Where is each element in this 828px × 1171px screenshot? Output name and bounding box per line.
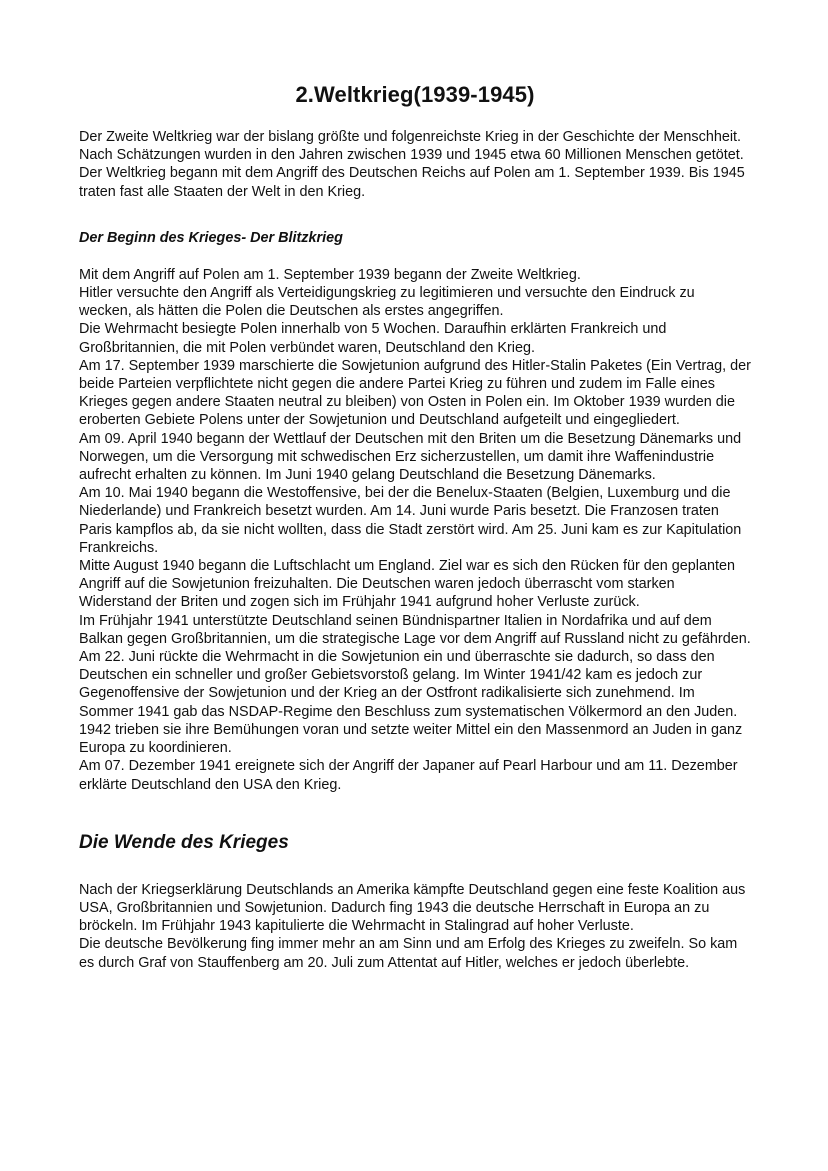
section-heading-blitzkrieg: Der Beginn des Krieges- Der Blitzkrieg: [79, 229, 343, 246]
paragraph: Am 10. Mai 1940 begann die Westoffensive, bei der die Benelux-Staaten (Belgien, Luxemburg und die Niederlande) und Frankreich besetzt wurden. Am 14. Juni wurde Paris besetzt. Die Franzosen traten Paris kampflos ab, da sie nicht wollten, dass die Stadt zerstört wird. Am 25. Juni kam es zur Kapitulation Frankreichs.: [79, 485, 742, 556]
paragraph: Mitte August 1940 begann die Luftschlacht um England. Ziel war es sich den Rücken für den geplanten Angriff auf die Sowjetunion freizuhalten. Die Deutschen waren jedoch überrascht vom starken Widerstand der Briten und zogen sich im Frühjahr 1941 aufgrund hoher Verluste zurück.: [79, 558, 735, 611]
paragraph: Mit dem Angriff auf Polen am 1. September 1939 begann der Zweite Weltkrieg.: [79, 266, 581, 283]
paragraph: Die Wehrmacht besiegte Polen innerhalb von 5 Wochen. Daraufhin erklärten Frankreich und Großbritannien, die mit Polen verbündet waren, Deutschland den Krieg.: [79, 321, 667, 356]
paragraph: Am 09. April 1940 begann der Wettlauf der Deutschen mit den Briten um die Besetzung Dänemarks und Norwegen, um die Versorgung mit schwedischen Erz sicherzustellen, um damit ihre Waffenindustrie aufrecht erhalten zu können. Im Juni 1940 gelang Deutschland die Besetzung Dänemarks.: [79, 430, 742, 484]
section-body-wende: [79, 881, 751, 972]
paragraph: Hitler versuchte den Angriff als Verteidigungskrieg zu legitimieren und versuchte den Eindruck zu wecken, als hätten die Polen die Deutschen als erstes angegriffen.: [79, 285, 695, 320]
section-heading-wende: Die Wende des Krieges: [79, 831, 289, 853]
paragraph: Nach der Kriegserklärung Deutschlands an Amerika kämpfte Deutschland gegen eine feste Koalition aus USA, Großbritannien und Sowjetunion. Dadurch fing 1943 die deutsche Herrschaft in Europa an zu bröckeln. Im Frühjahr 1943 kapitulierte die Wehrmacht in Stalingrad auf hoher Verluste.: [79, 881, 746, 935]
intro-paragraph: Der Zweite Weltkrieg war der bislang größte und folgenreichste Krieg in der Geschichte der Menschheit. Nach Schätzungen wurden in den Jahren zwischen 1939 und 1945 etwa 60 Millionen Menschen getötet. Der Weltkrieg begann mit dem Angriff des Deutschen Reichs auf Polen am 1. September 1939. Bis 1945 traten fast alle Staaten der Welt in den Krieg.: [79, 129, 745, 200]
paragraph: Am 07. Dezember 1941 ereignete sich der Angriff der Japaner auf Pearl Harbour und am 11. Dezember erklärte Deutschland den USA den Krieg.: [79, 758, 738, 793]
document-page: [79, 82, 751, 972]
paragraph: Am 22. Juni rückte die Wehrmacht in die Sowjetunion ein und überraschte sie dadurch, so dass den Deutschen ein schneller und großer Gebietsvorstoß gelang. Im Winter 1941/42 kam es jedoch zur Gegenoffensive der Sowjetunion und der Krieg an der Ostfront radikalisierte sich zunehmend. Im Sommer 1941 gab das NSDAP-Regime den Beschluss zum systematischen Völkermord an den Juden. 1942 trieben sie ihre Bemühungen voran und setzte weiter Mittel ein den Massenmord an Juden in ganz Europa zu koordinieren.: [79, 649, 743, 757]
paragraph: Am 17. September 1939 marschierte die Sowjetunion aufgrund des Hitler-Stalin Paketes (Ein Vertrag, der beide Parteien verpflichtete nicht gegen die andere Partei Krieg zu führen und zudem im Falle eines Krieges gegen andere Staaten neutral zu bleiben) von Osten in Polen ein. Im Oktober 1939 wurden die eroberten Gebiete Polens unter der Sowjetunion und Deutschland aufgeteilt und eingegliedert.: [79, 357, 751, 429]
paragraph: Die deutsche Bevölkerung fing immer mehr an am Sinn und am Erfolg des Krieges zu zweifeln. So kam es durch Graf von Stauffenberg am 20. Juli zum Attentat auf Hitler, welches er jedoch überlebte.: [79, 936, 738, 971]
section-body-blitzkrieg: [79, 266, 751, 794]
page-title: 2.Weltkrieg(1939-1945): [295, 82, 535, 107]
paragraph: Im Frühjahr 1941 unterstützte Deutschland seinen Bündnispartner Italien in Nordafrika und auf dem Balkan gegen Großbritannien, um die strategische Lage vor dem Angriff auf Russland nicht zu gefährden.: [79, 612, 751, 647]
